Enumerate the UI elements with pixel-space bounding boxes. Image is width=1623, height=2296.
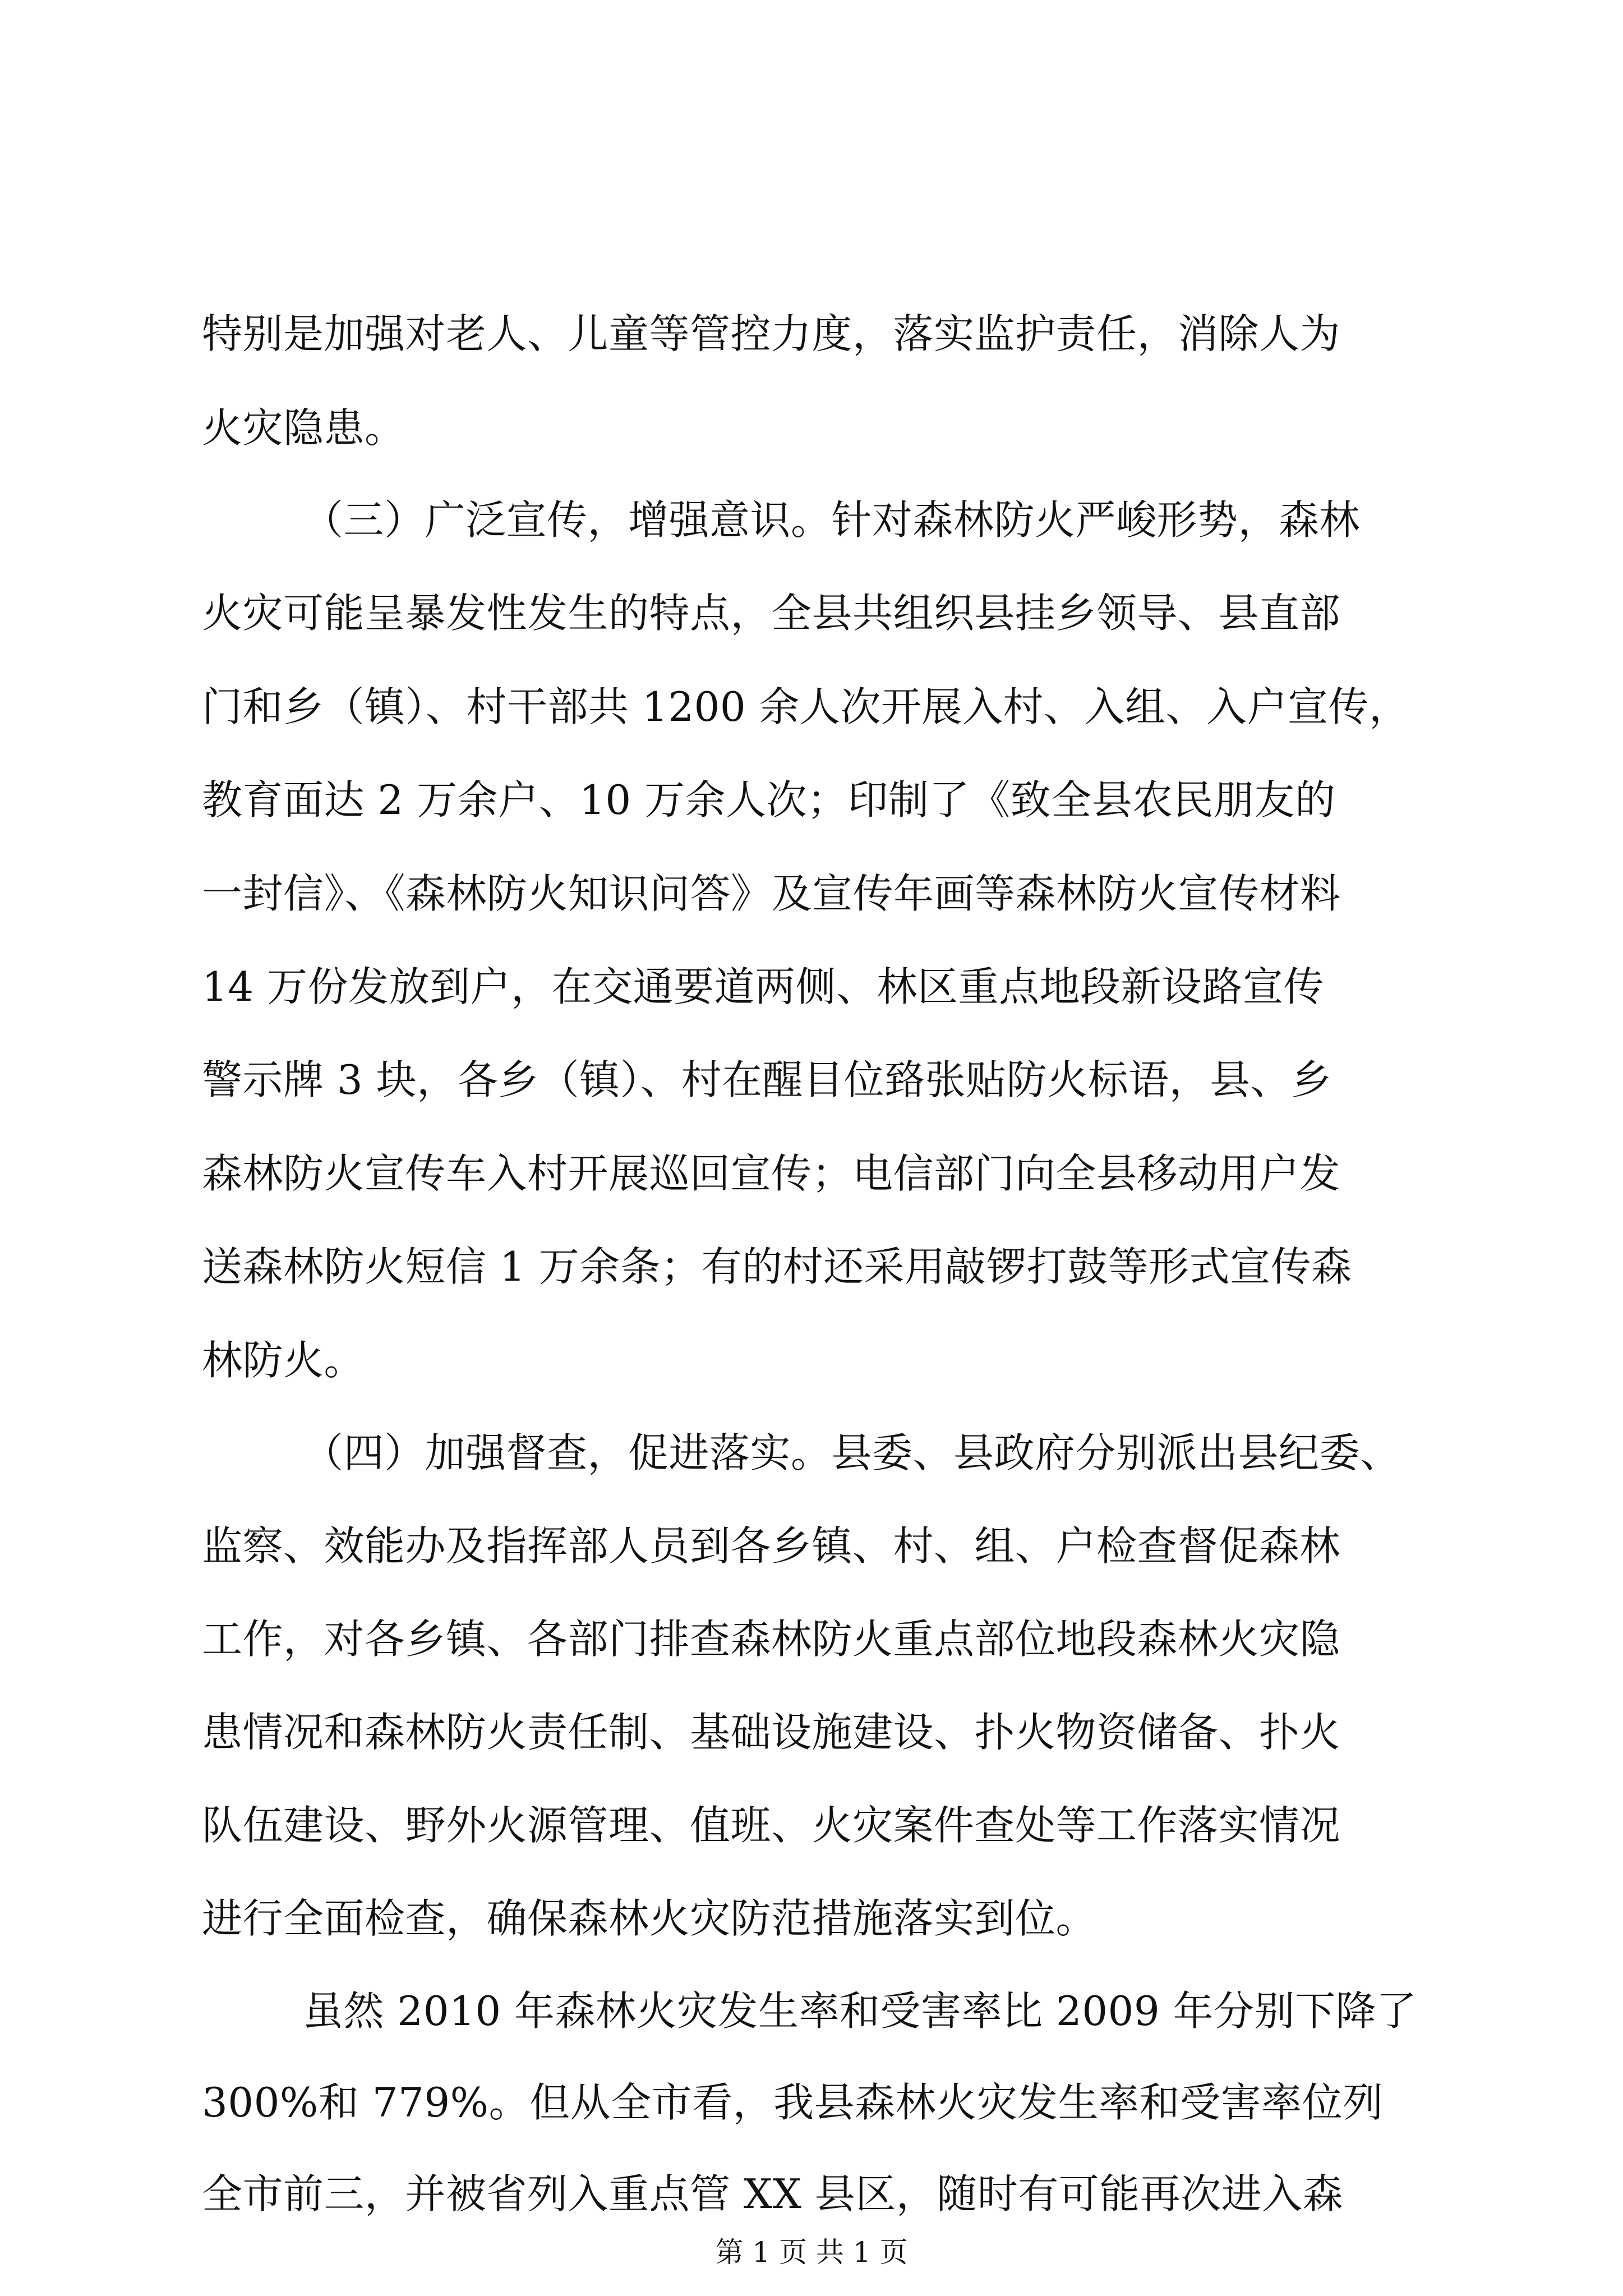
body-text-line: （四）加强督查，促进落实。县委、县政府分别派出县纪委、 (303, 1429, 1401, 1476)
body-text-line: 林防火。 (202, 1337, 365, 1384)
body-text-line: 火灾可能呈暴发性发生的特点，全县共组织县挂乡领导、县直部 (202, 590, 1341, 637)
body-text-line: 教育面达 2 万余户、10 万余人次；印制了《致全县农民朋友的 (202, 776, 1336, 823)
body-text-line: 14 万份发放到户，在交通要道两侧、林区重点地段新设路宣传 (202, 963, 1325, 1010)
page-footer: 第 1 页 共 1 页 (715, 2236, 908, 2269)
body-text-line: 火灾隐患。 (202, 404, 405, 452)
body-text-line: 300%和 779%。但从全市看，我县森林火灾发生率和受害率位列 (202, 2079, 1384, 2126)
body-text-line: 进行全面检查，确保森林火灾防范措施落实到位。 (202, 1895, 1097, 1942)
body-text-line: 监察、效能办及指挥部人员到各乡镇、村、组、户检查督促森林 (202, 1522, 1341, 1570)
body-text-line: 送森林防火短信 1 万余条；有的村还采用敲锣打鼓等形式宣传森 (202, 1243, 1352, 1290)
body-text-line: 门和乡（镇）、村干部共 1200 余人次开展入村、入组、入户宣传， (202, 683, 1410, 730)
body-text-line: 一封信》、《森林防火知识问答》及宣传年画等森林防火宣传材料 (202, 870, 1341, 917)
body-text-line: 警示牌 3 块，各乡（镇）、村在醒目位臵张贴防火标语，县、乡 (202, 1056, 1332, 1103)
body-text-line: 患情况和森林防火责任制、基础设施建设、扑火物资储备、扑火 (202, 1709, 1341, 1756)
body-text-line: 队伍建设、野外火源管理、值班、火灾案件查处等工作落实情况 (202, 1802, 1341, 1849)
body-text-line: 工作，对各乡镇、各部门排查森林防火重点部位地段森林火灾隐 (202, 1616, 1341, 1663)
body-text-line: 森林防火宣传车入村开展巡回宣传；电信部门向全县移动用户发 (202, 1150, 1341, 1197)
body-text-line: 虽然 2010 年森林火灾发生率和受害率比 2009 年分别下降了 (303, 1987, 1417, 2035)
body-text-line: 全市前三，并被省列入重点管 XX 县区，随时有可能再次进入森 (202, 2170, 1344, 2217)
body-text-line: 特别是加强对老人、儿童等管控力度，落实监护责任，消除人为 (202, 310, 1341, 357)
body-text-line: （三）广泛宣传，增强意识。针对森林防火严峻形势，森林 (303, 496, 1361, 544)
